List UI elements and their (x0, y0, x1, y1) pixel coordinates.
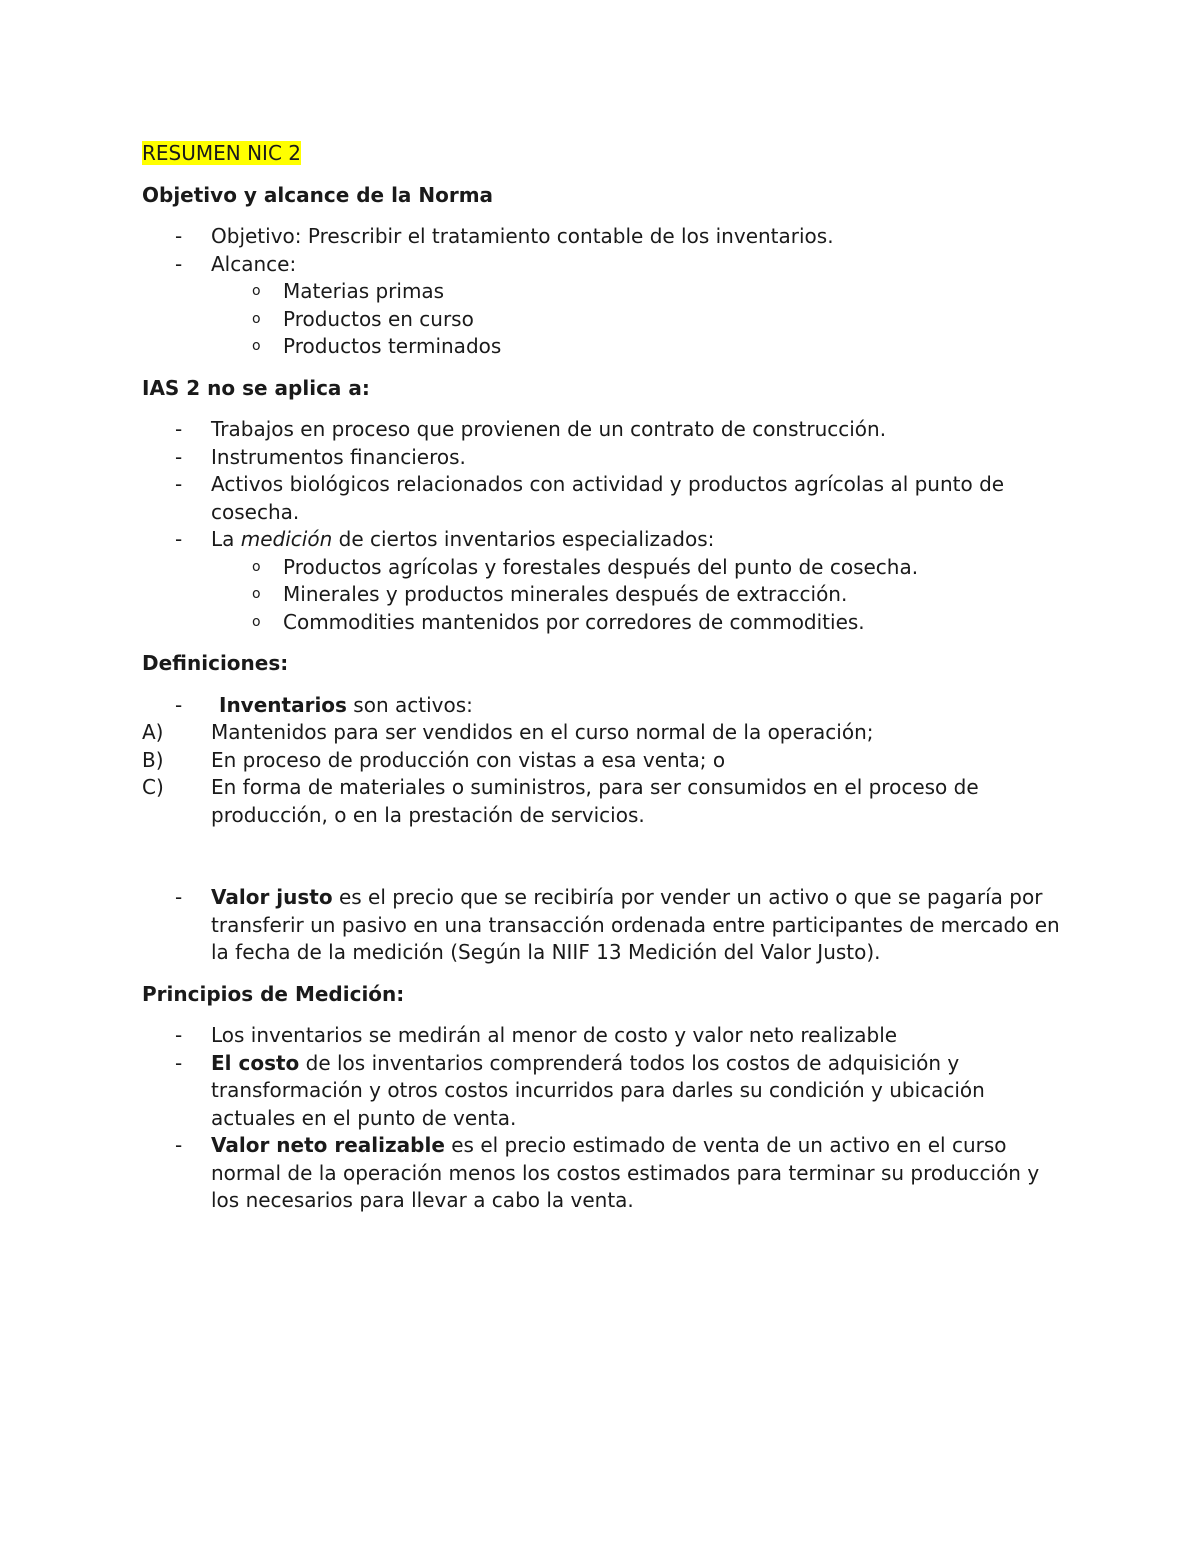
costo-text: El costo de los inventarios comprenderá todos los costos de adquisición y transformación y otros costos incurridos para darles su condición y ubicación actuales en el punto de venta. (211, 1050, 985, 1130)
dash-marker: - (175, 1023, 183, 1047)
sub-list-item: o Productos en curso (142, 306, 1062, 334)
dash-marker: - (175, 472, 183, 496)
section-heading-objetivo: Objetivo y alcance de la Norma (142, 182, 494, 207)
dash-marker: - (175, 417, 183, 441)
objetivo-text: Objetivo: Prescribir el tratamiento contable de los inventarios. (211, 224, 834, 248)
list-item (142, 251, 1062, 279)
bullet-marker: o (252, 558, 261, 575)
bullet-marker: o (252, 613, 261, 630)
section-ias2 (142, 416, 1062, 636)
list-item (142, 692, 1062, 720)
section-principios (142, 1022, 1062, 1215)
list-item (142, 526, 1062, 554)
list-item (142, 1050, 1062, 1133)
dash-marker: - (175, 251, 183, 276)
lettered-item: B) En proceso de producción con vistas a esa venta; o (142, 747, 1062, 775)
bullet-marker: o (252, 283, 261, 299)
list-item: - Instrumentos financieros. (142, 444, 1062, 472)
document-title: RESUMEN NIC 2 (142, 141, 301, 165)
bullet-marker: o (252, 310, 261, 327)
dash-marker: - (175, 885, 183, 909)
section-heading-definiciones: Definiciones: (142, 651, 289, 675)
dash-marker: - (175, 224, 183, 248)
list-item (142, 1132, 1062, 1215)
dash-marker: - (175, 444, 183, 469)
dash-marker: - (175, 1050, 183, 1075)
vnr-text: Valor neto realizable es el precio estimado de venta de un activo en el curso normal de la operación menos los costos estimados para terminar su producción y los necesarios para llevar a cabo la venta. (211, 1133, 1040, 1212)
list-item: - Trabajos en proceso que provienen de un contrato de construcción. (142, 416, 1062, 444)
section-definiciones (142, 692, 1062, 967)
sub-list-item: o Minerales y productos minerales después de extracción. (142, 581, 1062, 609)
blank-line (142, 829, 1062, 884)
lettered-item: C) En forma de materiales o suministros, para ser consumidos en el proceso de producción, o en la prestación de servicios. (142, 774, 1062, 829)
medicion-text: La medición de ciertos inventarios especializados: (211, 527, 715, 551)
letter-marker: A) (142, 720, 164, 744)
dash-marker: - (175, 527, 183, 551)
lettered-item: A) Mantenidos para ser vendidos en el curso normal de la operación; (142, 719, 1062, 747)
list-item: - Los inventarios se medirán al menor de costo y valor neto realizable (142, 1022, 1062, 1050)
dash-marker: - (175, 692, 183, 717)
document-content (142, 140, 1062, 1229)
section-heading-principios: Principios de Medición: (142, 981, 405, 1006)
inventarios-text: Inventarios son activos: (219, 692, 473, 717)
section-heading-ias2: IAS 2 no se aplica a: (142, 375, 370, 400)
letter-marker: B) (142, 747, 164, 772)
list-item (142, 223, 1062, 251)
valor-justo-text: Valor justo es el precio que se recibiría por vender un activo o que se pagaría por transferir un pasivo en una transacción ordenada entre participantes de mercado en la fecha de la medición (Según la NIIF 13 Medición del Valor Justo). (211, 885, 1060, 964)
alcance-text: Alcance: (211, 251, 297, 276)
section-objetivo (142, 223, 1062, 361)
bullet-marker: o (252, 338, 261, 354)
sub-list-item: o Productos terminados (142, 333, 1062, 361)
bullet-marker: o (252, 586, 261, 602)
list-item: - Activos biológicos relacionados con actividad y productos agrícolas al punto de cosecha. (142, 471, 1062, 526)
dash-marker: - (175, 1133, 183, 1157)
sub-list-item: o Materias primas (142, 278, 1062, 306)
sub-list-item: o Commodities mantenidos por corredores de commodities. (142, 609, 1062, 637)
list-item (142, 884, 1062, 967)
letter-marker: C) (142, 775, 164, 799)
sub-list-item: o Productos agrícolas y forestales después del punto de cosecha. (142, 554, 1062, 582)
